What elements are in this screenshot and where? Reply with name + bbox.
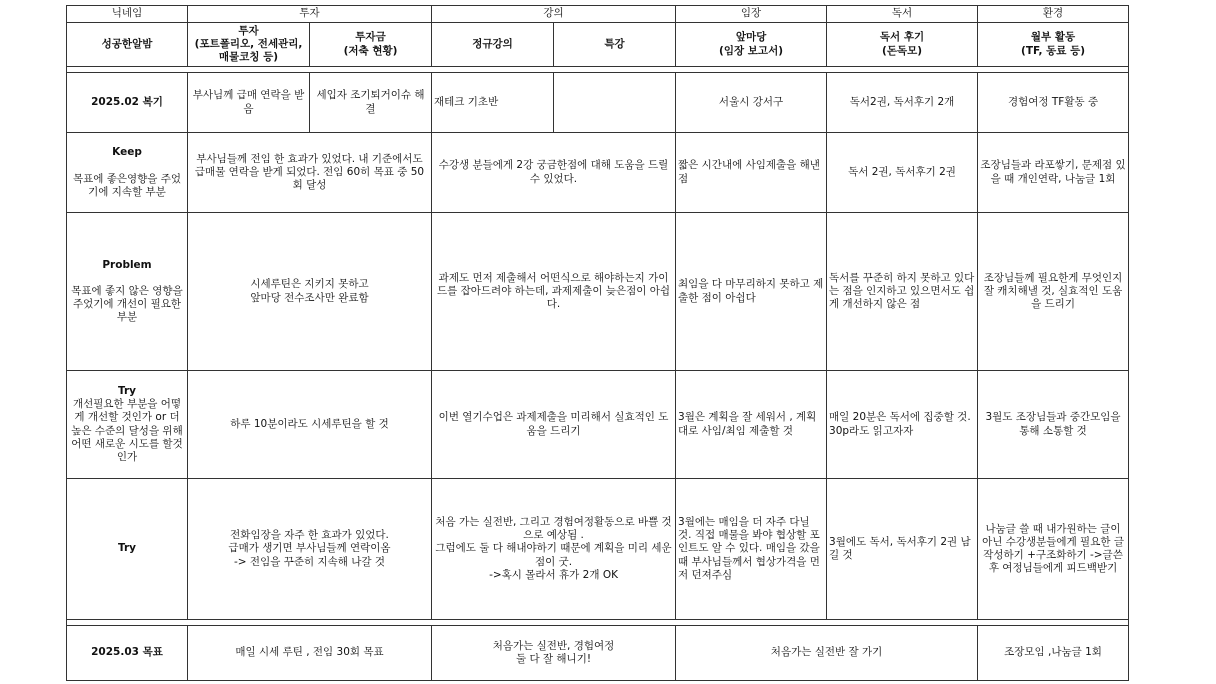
problem-lecture: 과제도 먼저 제출해서 어떤식으로 해야하는지 가이드를 잡아드려야 하는데, 과제제출이 늦은점이 아쉽다. bbox=[432, 213, 676, 371]
problem-label bbox=[67, 213, 188, 371]
try1-imjang: 3월은 계획을 잘 세워서 , 계획대로 사임/최임 제출할 것 bbox=[676, 371, 827, 479]
keep-lecture: 수강생 분들에게 2강 궁금한점에 대해 도움을 드릴 수 있었다. bbox=[432, 133, 676, 213]
header-nickname: 닉네임 bbox=[67, 6, 188, 23]
problem-title: Problem bbox=[102, 258, 152, 271]
review-imjang: 서울시 강서구 bbox=[676, 73, 827, 133]
review-special bbox=[554, 73, 676, 133]
try1-reading: 매일 20분은 독서에 집중할 것. 30p라도 읽고자자 bbox=[827, 371, 978, 479]
header-top-row bbox=[67, 6, 1129, 23]
review-reading: 독서2권, 독서후기 2개 bbox=[827, 73, 978, 133]
nickname-cell: 성공한알밤 bbox=[67, 23, 188, 67]
retrospective-table bbox=[66, 5, 1129, 681]
keep-env: 조장님들과 라포쌓기, 문제점 있을 때 개인연락, 나눔글 1회 bbox=[978, 133, 1129, 213]
try2-row bbox=[67, 479, 1129, 620]
goal-lecture: 처음가는 실전반, 경험여정 둘 다 잘 해니기! bbox=[432, 626, 676, 681]
review-env: 경험여정 TF활동 중 bbox=[978, 73, 1129, 133]
keep-invest: 부사님들께 전임 한 효과가 있었다. 내 기준에서도 급매물 연락을 받게 되었다. 전임 60히 목표 중 50회 달성 bbox=[188, 133, 432, 213]
header-money: 투자금 (저축 현황) bbox=[310, 23, 432, 67]
try1-title: Try bbox=[117, 385, 137, 398]
keep-title: Keep bbox=[112, 146, 142, 159]
try1-env: 3월도 조장님들과 중간모임을 통해 소통할 것 bbox=[978, 371, 1129, 479]
header-invest-group: 투자 bbox=[188, 6, 432, 23]
try1-invest: 하루 10분이라도 시세루틴을 할 것 bbox=[188, 371, 432, 479]
goal-imjang-reading: 처음가는 실전반 잘 가기 bbox=[676, 626, 978, 681]
header-lecture-group: 강의 bbox=[432, 6, 676, 23]
header-special-lecture: 특강 bbox=[554, 23, 676, 67]
review-money: 세입자 조기퇴거이슈 해결 bbox=[310, 73, 432, 133]
try1-lecture: 이번 열기수업은 과제제출을 미리해서 실효적인 도움을 드리기 bbox=[432, 371, 676, 479]
keep-row bbox=[67, 133, 1129, 213]
header-env: 월부 활동 (TF, 동료 등) bbox=[978, 23, 1129, 67]
try1-desc: 개선필요한 부분을 어떻게 개선할 것인가 or 더 높은 수준의 달성을 위해 어떤 새로운 시도를 할것인가 bbox=[71, 398, 183, 463]
header-reading-group: 독서 bbox=[827, 6, 978, 23]
try1-label bbox=[67, 371, 188, 479]
review-invest: 부사님께 급매 연락을 받음 bbox=[188, 73, 310, 133]
problem-reading: 독서를 꾸준히 하지 못하고 있다는 점을 인지하고 있으면서도 쉽게 개선하지 않은 점 bbox=[827, 213, 978, 371]
goal-label: 2025.03 목표 bbox=[67, 626, 188, 681]
try2-lecture: 처음 가는 실전반, 그리고 경험여정활동으로 바쁠 것으로 예상됨 . 그럼에도 둘 다 해내야하기 때문에 계획을 미리 세운 점이 굿. ->혹시 몰라서 휴가 2개 OK bbox=[432, 479, 676, 620]
keep-desc: 목표에 좋은영향을 주었기에 지속할 부분 bbox=[72, 172, 182, 198]
header-env-group: 환경 bbox=[978, 6, 1129, 23]
goal-row bbox=[67, 626, 1129, 681]
try2-invest: 전화임장을 자주 한 효과가 있었다. 급매가 생기면 부사님들께 연락이옴 -> 전임을 꾸준히 지속해 나갈 것 bbox=[188, 479, 432, 620]
header-imjang-group: 임장 bbox=[676, 6, 827, 23]
keep-label bbox=[67, 133, 188, 213]
try2-label: Try bbox=[67, 479, 188, 620]
header-imjang: 앞마당 (임장 보고서) bbox=[676, 23, 827, 67]
review-label: 2025.02 복기 bbox=[67, 73, 188, 133]
keep-reading: 독서 2권, 독서후기 2권 bbox=[827, 133, 978, 213]
header-sub-row bbox=[67, 23, 1129, 67]
problem-invest: 시세루틴은 지키지 못하고 앞마당 전수조사만 완료함 bbox=[188, 213, 432, 371]
problem-env: 조장님들께 필요한게 무엇인지 잘 캐치해낼 것, 실효적인 도움을 드리기 bbox=[978, 213, 1129, 371]
keep-imjang: 짧은 시간내에 사임제출을 해낸 점 bbox=[676, 133, 827, 213]
review-row bbox=[67, 73, 1129, 133]
review-lecture: 재테크 기초반 bbox=[432, 73, 554, 133]
problem-imjang: 최임을 다 마무리하지 못하고 제출한 점이 아쉽다 bbox=[676, 213, 827, 371]
try2-env: 나눔글 쓸 때 내가원하는 글이 아닌 수강생분들에게 필요한 글 작성하기 +구조화하기 ->글쓴 후 여정님들에게 피드백받기 bbox=[978, 479, 1129, 620]
goal-invest: 매일 시세 루틴 , 전임 30회 목표 bbox=[188, 626, 432, 681]
try1-row bbox=[67, 371, 1129, 479]
problem-row bbox=[67, 213, 1129, 371]
problem-desc: 목표에 좋지 않은 영향을 주었기에 개선이 필요한 부분 bbox=[71, 284, 183, 324]
header-invest: 투자 (포트폴리오, 전세관리, 매물코칭 등) bbox=[188, 23, 310, 67]
goal-env: 조장모임 ,나눔글 1회 bbox=[978, 626, 1129, 681]
header-regular-lecture: 정규강의 bbox=[432, 23, 554, 67]
header-reading: 독서 후기 (돈독모) bbox=[827, 23, 978, 67]
try2-imjang: 3월에는 매임을 더 자주 다닐 것. 직접 매물을 봐야 협상할 포인트도 알 수 있다. 매임을 갔을 때 부사님들께서 협상가격을 먼저 던져주심 bbox=[676, 479, 827, 620]
try2-reading: 3월에도 독서, 독서후기 2권 남길 것 bbox=[827, 479, 978, 620]
